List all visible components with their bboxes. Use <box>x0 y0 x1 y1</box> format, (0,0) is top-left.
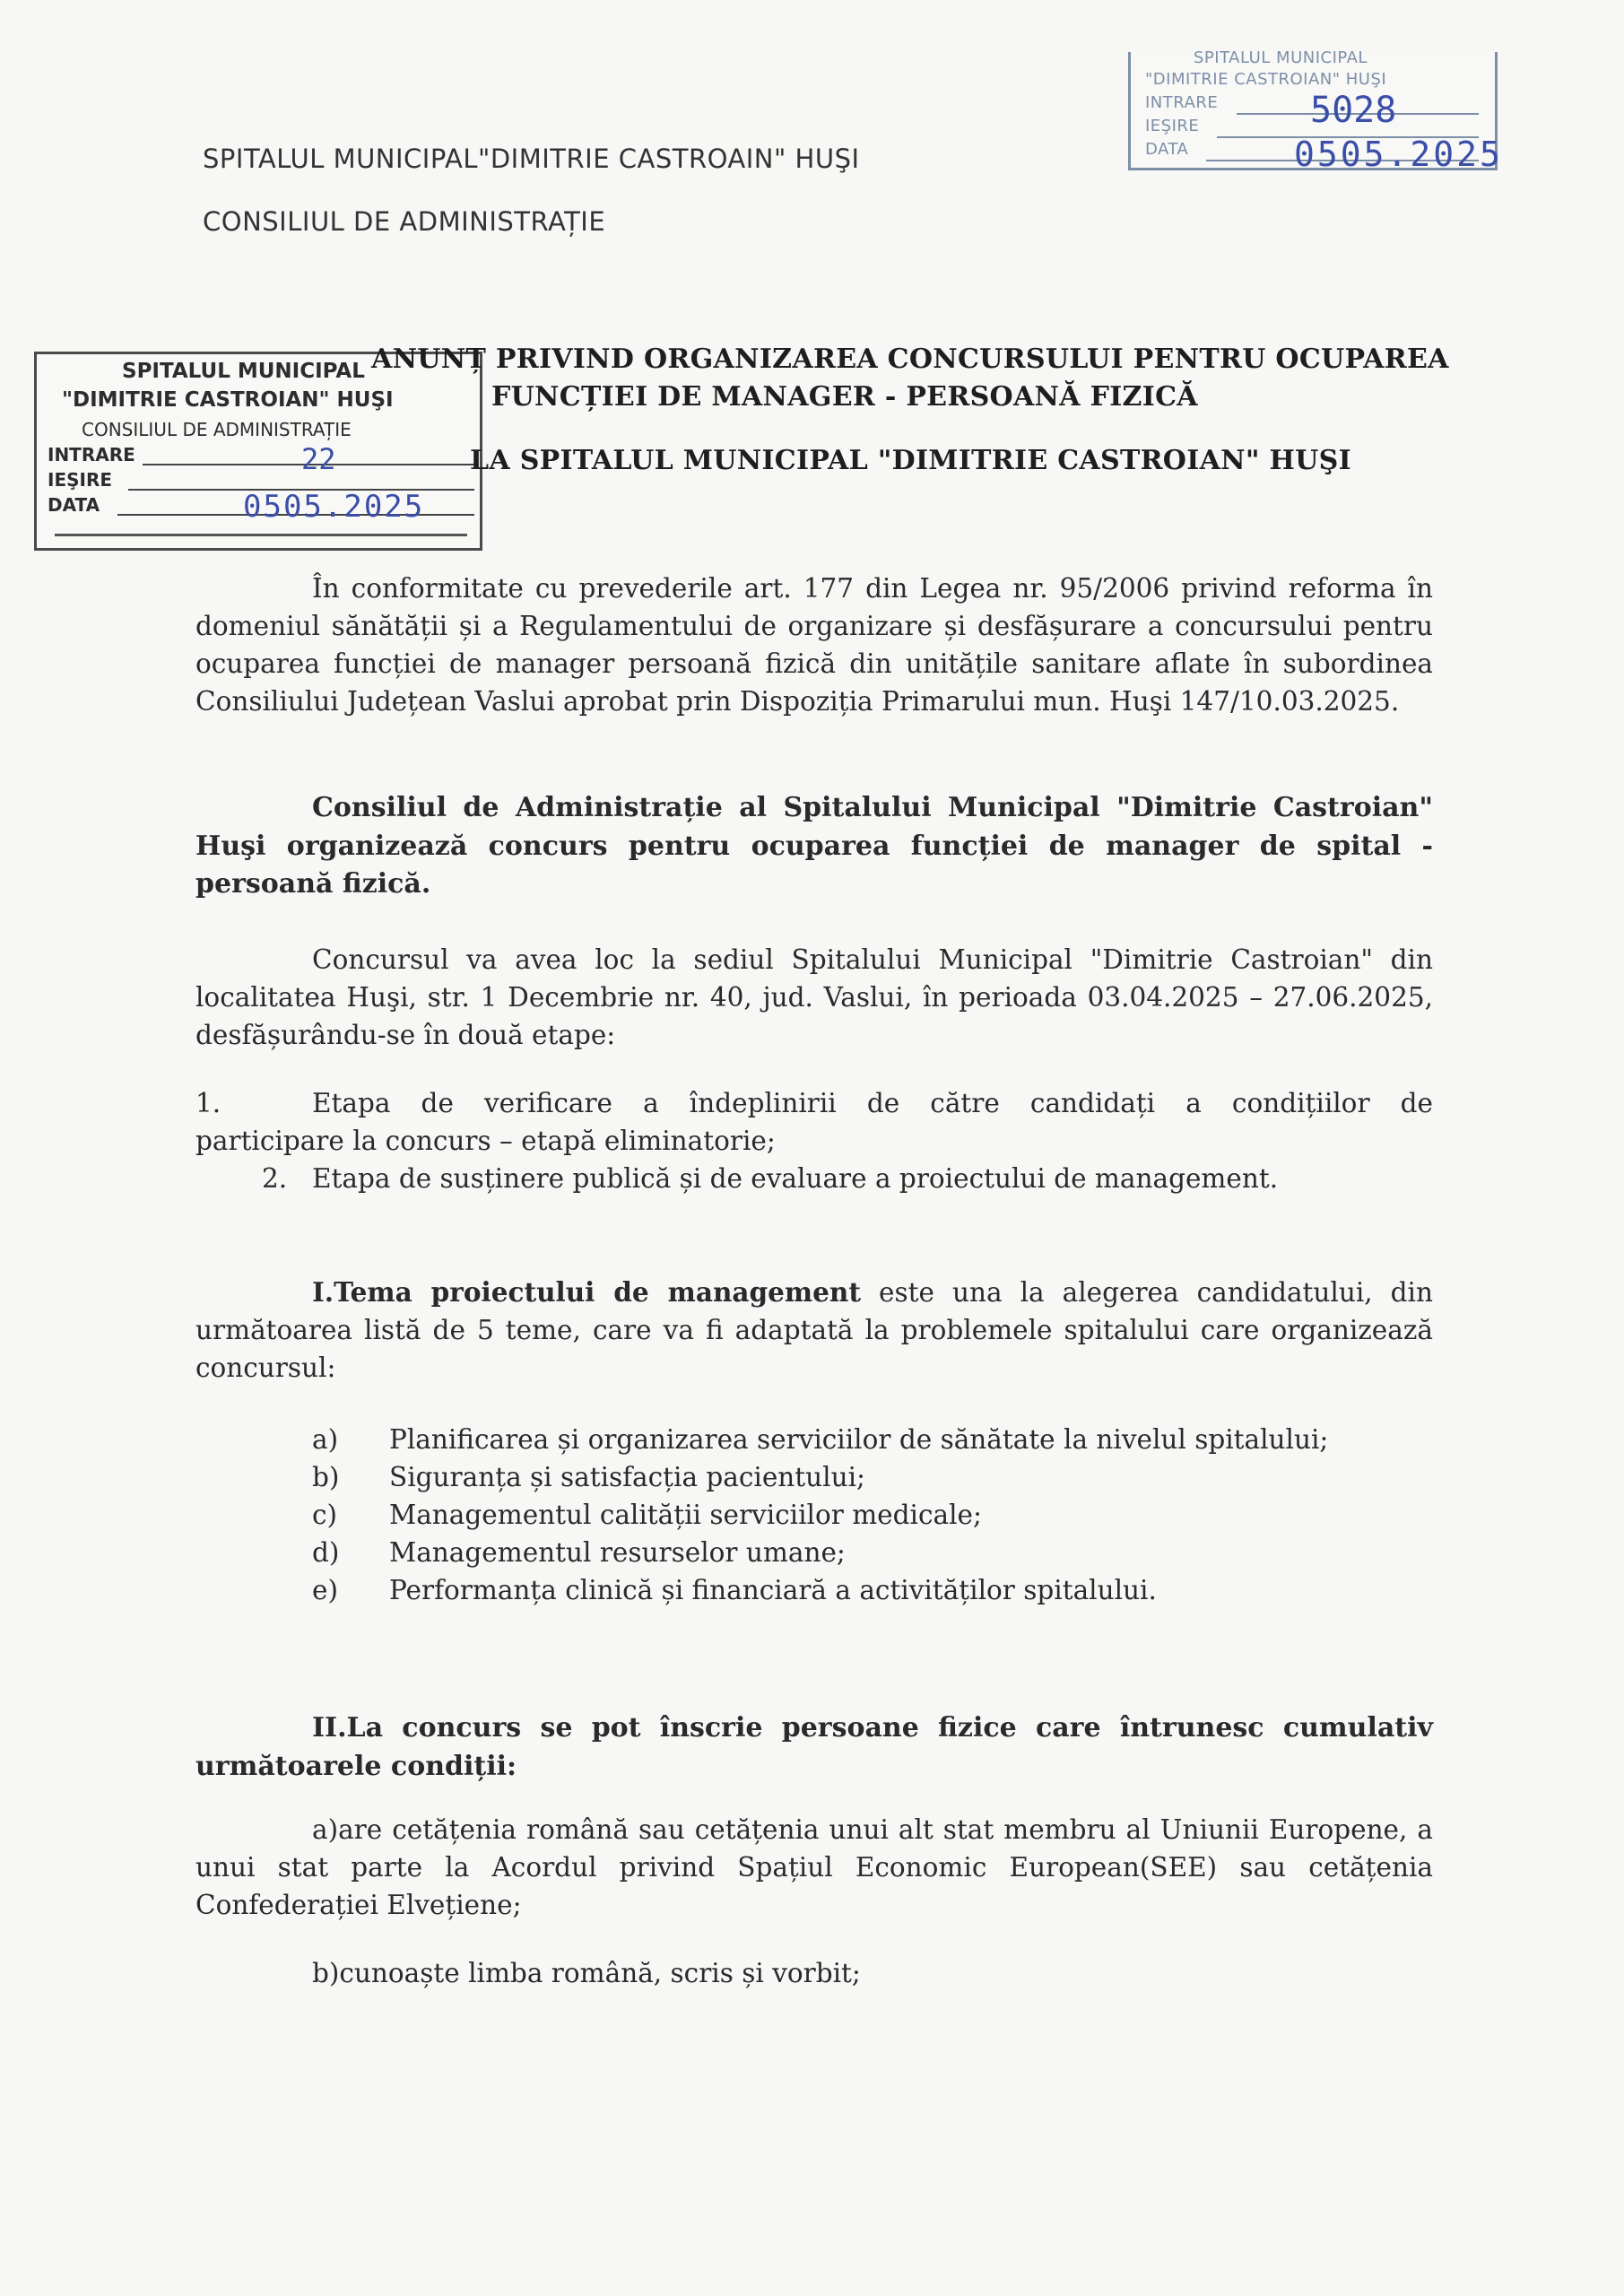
topic-letter: e) <box>312 1574 338 1605</box>
handwritten-date: 0505.2025 <box>243 489 425 525</box>
section-1-heading: I.Tema proiectului de management <box>312 1276 861 1308</box>
stage-text: Etapa de verificare a îndeplinirii de către candidați a condițiilor de <box>312 1088 1433 1118</box>
stamp-intrare-label: INTRARE <box>48 444 135 465</box>
stamp-intrare-label: INTRARE <box>1145 93 1219 112</box>
condition-a: a)are cetățenia română sau cetățenia unui alt stat membru al Uniunii Europene, a unui stat parte la Acordul privind Spațiul Economic European(SEE) sau cetățenia Confederației Elvețiene; <box>195 1814 1433 1920</box>
intro-paragraph <box>195 570 1433 721</box>
location-text: Concursul va avea loc la sediul Spitalului Municipal "Dimitrie Castroian" din localitatea Huşi, str. 1 Decembrie nr. 40, jud. Vaslui, în perioada 03.04.2025 – 27.06.2025, desfășurându-se în două etape: <box>195 944 1433 1050</box>
registration-stamp-top <box>1128 48 1503 174</box>
stage-item <box>195 1085 1433 1123</box>
stamp-iesire-label: IEŞIRE <box>48 469 113 491</box>
topic-text: Managementul calității serviciilor medicale; <box>389 1499 982 1530</box>
announcement-paragraph <box>195 789 1433 904</box>
stage-number: 2. <box>262 1162 288 1194</box>
topic-item <box>312 1497 1433 1535</box>
location-paragraph <box>195 942 1433 1055</box>
condition-b: b)cunoaște limba română, scris și vorbit; <box>312 1958 861 1988</box>
registration-stamp-left <box>34 352 482 551</box>
topic-letter: c) <box>312 1499 338 1530</box>
topic-item <box>312 1572 1433 1610</box>
section-1 <box>195 1274 1433 1387</box>
topic-item <box>312 1535 1433 1572</box>
section-2 <box>195 1709 1433 1786</box>
topic-text: Siguranța și satisfacția pacientului; <box>389 1461 865 1492</box>
announcement-text: Consiliul de Administrație al Spitalului Municipal "Dimitrie Castroian" Huşi organizează concurs pentru ocuparea funcției de manager de spital - persoană fizică. <box>195 792 1433 900</box>
council-name: CONSILIUL DE ADMINISTRAȚIE <box>203 206 606 237</box>
institution-name: SPITALUL MUNICIPAL"DIMITRIE CASTROAIN" HUŞI <box>203 144 860 174</box>
stamp-iesire-label: IEŞIRE <box>1145 117 1200 135</box>
stage-item-continuation: participare la concurs – etapă eliminatorie; <box>195 1125 776 1156</box>
section-1-text: este una la alegerea candidatului, din următoarea listă de 5 teme, care va fi adaptată la problemele spitalului care organizează concursul: <box>195 1277 1433 1383</box>
stamp-line1: SPITALUL MUNICIPAL <box>122 360 365 383</box>
stamp-line2: "DIMITRIE CASTROIAN" HUŞI <box>62 388 394 412</box>
stamp-line3: CONSILIUL DE ADMINISTRAȚIE <box>82 419 352 440</box>
stage-text: Etapa de susținere publică și de evaluare a proiectului de management. <box>312 1162 1279 1194</box>
topic-item <box>312 1459 1433 1497</box>
stamp-line2: "DIMITRIE CASTROIAN" HUŞI <box>1145 70 1387 89</box>
topic-letter: d) <box>312 1536 340 1568</box>
stamp-line1: SPITALUL MUNICIPAL <box>1194 48 1368 67</box>
section-2-heading: II.La concurs se pot înscrie persoane fizice care întrunesc cumulativ următoarele condiții: <box>195 1712 1433 1782</box>
handwritten-intrare-number: 22 <box>301 442 336 476</box>
announcement-title-line1: ANUNȚ PRIVIND ORGANIZAREA CONCURSULUI PENTRU OCUPAREA <box>371 344 1449 375</box>
topic-text: Performanța clinică și financiară a activităților spitalului. <box>389 1574 1157 1605</box>
stage-item <box>195 1161 1433 1198</box>
topic-letter: a) <box>312 1424 339 1455</box>
stamp-data-label: DATA <box>48 494 100 516</box>
topic-text: Planificarea și organizarea serviciilor de sănătate la nivelul spitalului; <box>389 1424 1329 1455</box>
handwritten-date: 0505.2025 <box>1294 135 1503 174</box>
topic-text: Managementul resurselor umane; <box>389 1536 846 1568</box>
topic-item <box>312 1422 1433 1459</box>
announcement-title-line2: FUNCȚIEI DE MANAGER - PERSOANĂ FIZICĂ <box>491 381 1198 413</box>
handwritten-intrare-number: 5028 <box>1310 90 1397 131</box>
stages-list <box>195 1085 1433 1198</box>
conditions-list <box>195 1812 1433 1925</box>
announcement-title-line3: LA SPITALUL MUNICIPAL "DIMITRIE CASTROIAN" HUŞI <box>470 445 1351 476</box>
conditions-list-b <box>195 1955 1433 1993</box>
topics-list <box>312 1422 1433 1609</box>
stage-number: 1. <box>195 1088 221 1118</box>
stamp-data-label: DATA <box>1145 140 1189 159</box>
intro-text: În conformitate cu prevederile art. 177 din Legea nr. 95/2006 privind reforma în domeniul sănătății și a Regulamentului de organizare și desfășurare a concursului pentru ocuparea funcției de manager persoană fizică din unitățile sanitare aflate în subordinea Consiliului Județean Vaslui aprobat prin Dispoziția Primarului mun. Huşi 147/10.03.2025. <box>195 573 1433 717</box>
topic-letter: b) <box>312 1461 340 1492</box>
